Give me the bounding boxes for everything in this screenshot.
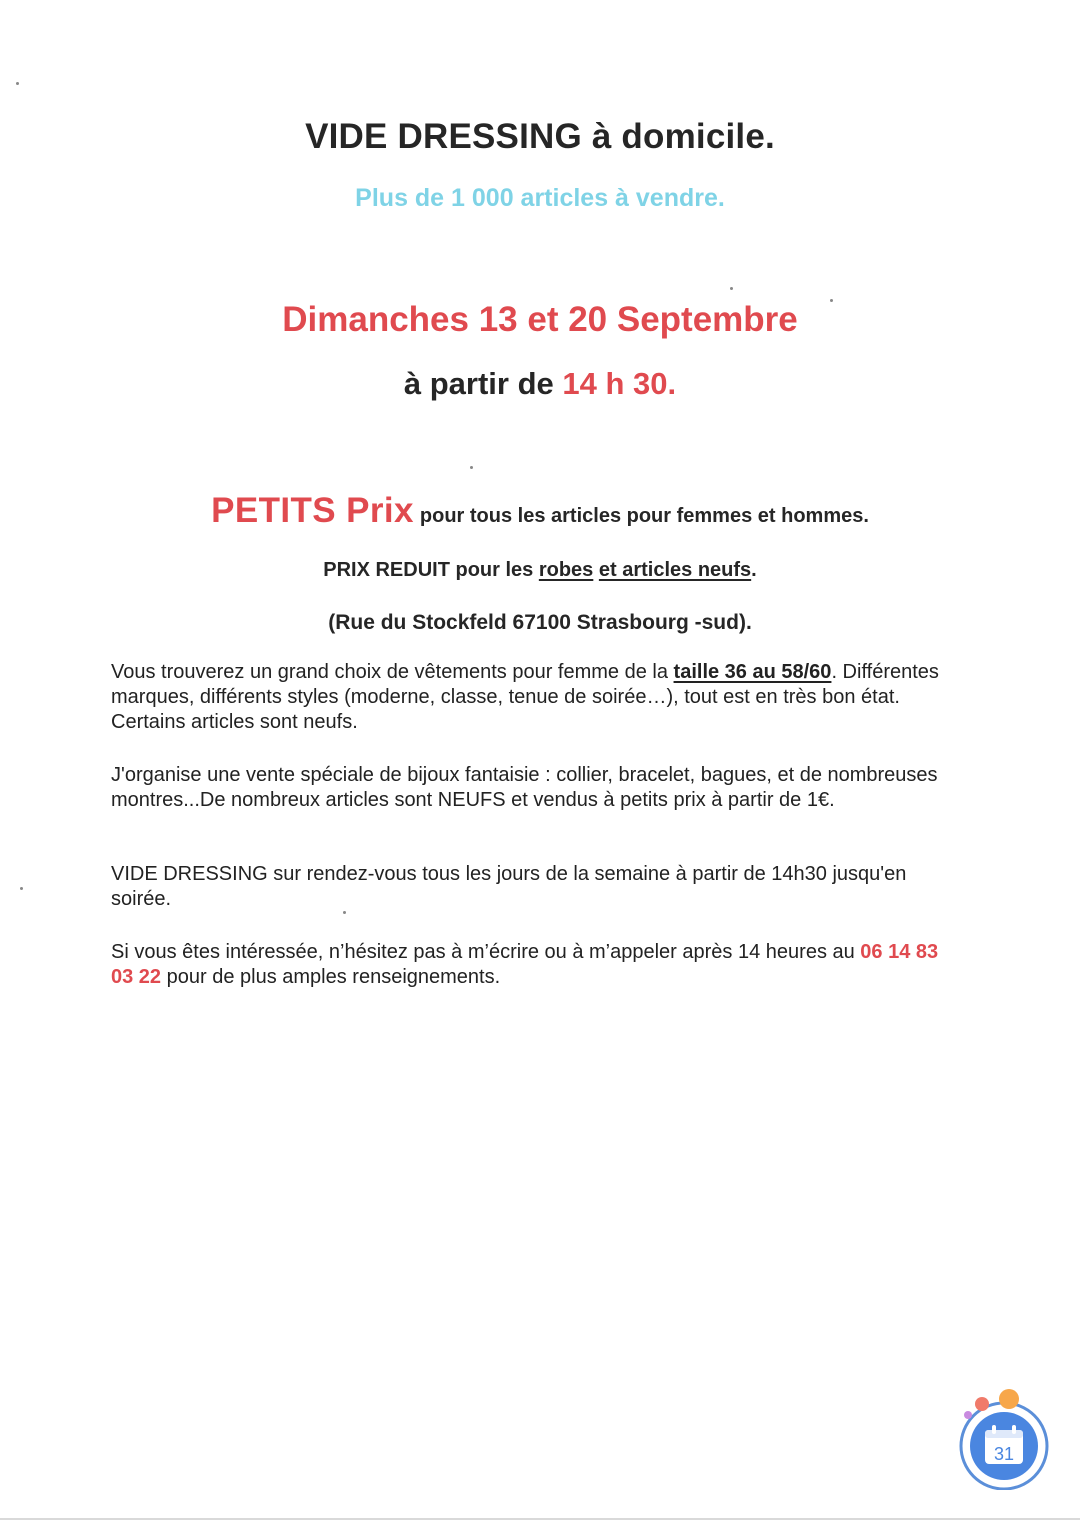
event-start-time [0, 366, 1080, 402]
prix-reduit-suffix: . [751, 559, 757, 581]
paragraph-appointment: VIDE DRESSING sur rendez-vous tous les jours de la semaine à partir de 14h30 jusqu'en soirée. [111, 863, 907, 910]
scan-speck [16, 82, 19, 85]
articles-neufs-underlined: et articles neufs [598, 559, 752, 581]
robes-underlined: robes [538, 559, 594, 581]
prix-reduit-line [0, 559, 1080, 582]
scan-speck [343, 911, 346, 914]
prix-reduit-prefix: PRIX REDUIT pour les [323, 559, 539, 581]
start-time: 14 h 30. [562, 366, 677, 401]
paragraph-sizes-start: Vous trouverez un grand choix de vêtements pour femme de la [111, 661, 674, 683]
document-subtitle: Plus de 1 000 articles à vendre. [355, 184, 725, 212]
phone-number: 06 14 83 03 22 [111, 941, 939, 988]
petits-prix-heading: PETITS Prix [211, 491, 414, 530]
paragraph-sizes [111, 660, 941, 735]
start-prefix: à partir de [403, 366, 563, 401]
scan-speck [470, 466, 473, 469]
scan-speck [830, 299, 833, 302]
contact-text-start: Si vous êtes intéressée, n’hésitez pas à m’écrire ou à m’appeler après 14 heures au [111, 941, 861, 963]
calendar-icon [952, 1386, 1056, 1490]
scan-speck [730, 287, 733, 290]
paragraph-jewelry: J'organise une vente spéciale de bijoux fantaisie : collier, bracelet, bagues, et de nombreuses montres...De nombreux articles sont NEUFS et vendus à petits prix à partir de 1€. [111, 764, 938, 811]
size-range: taille 36 au 58/60 [673, 661, 832, 683]
calendar-badge[interactable] [952, 1386, 1056, 1490]
paragraph-sizes-end: . Différentes marques, différents styles (moderne, classe, tenue de soirée…), tout est en très bon état. Certains articles sont neufs. [111, 661, 939, 733]
document-title: VIDE DRESSING à domicile. [305, 117, 775, 156]
petits-prix-text: pour tous les articles pour femmes et hommes. [419, 505, 869, 527]
page-bottom-edge [0, 1518, 1080, 1520]
paragraph-contact [111, 940, 941, 990]
address-line: (Rue du Stockfeld 67100 Strasbourg -sud). [328, 611, 752, 634]
scan-speck [20, 887, 23, 890]
event-dates: Dimanches 13 et 20 Septembre [282, 300, 798, 339]
calendar-day: 31 [993, 1444, 1015, 1464]
petits-prix-line [0, 491, 1080, 531]
contact-text-end: pour de plus amples renseignements. [161, 966, 501, 988]
